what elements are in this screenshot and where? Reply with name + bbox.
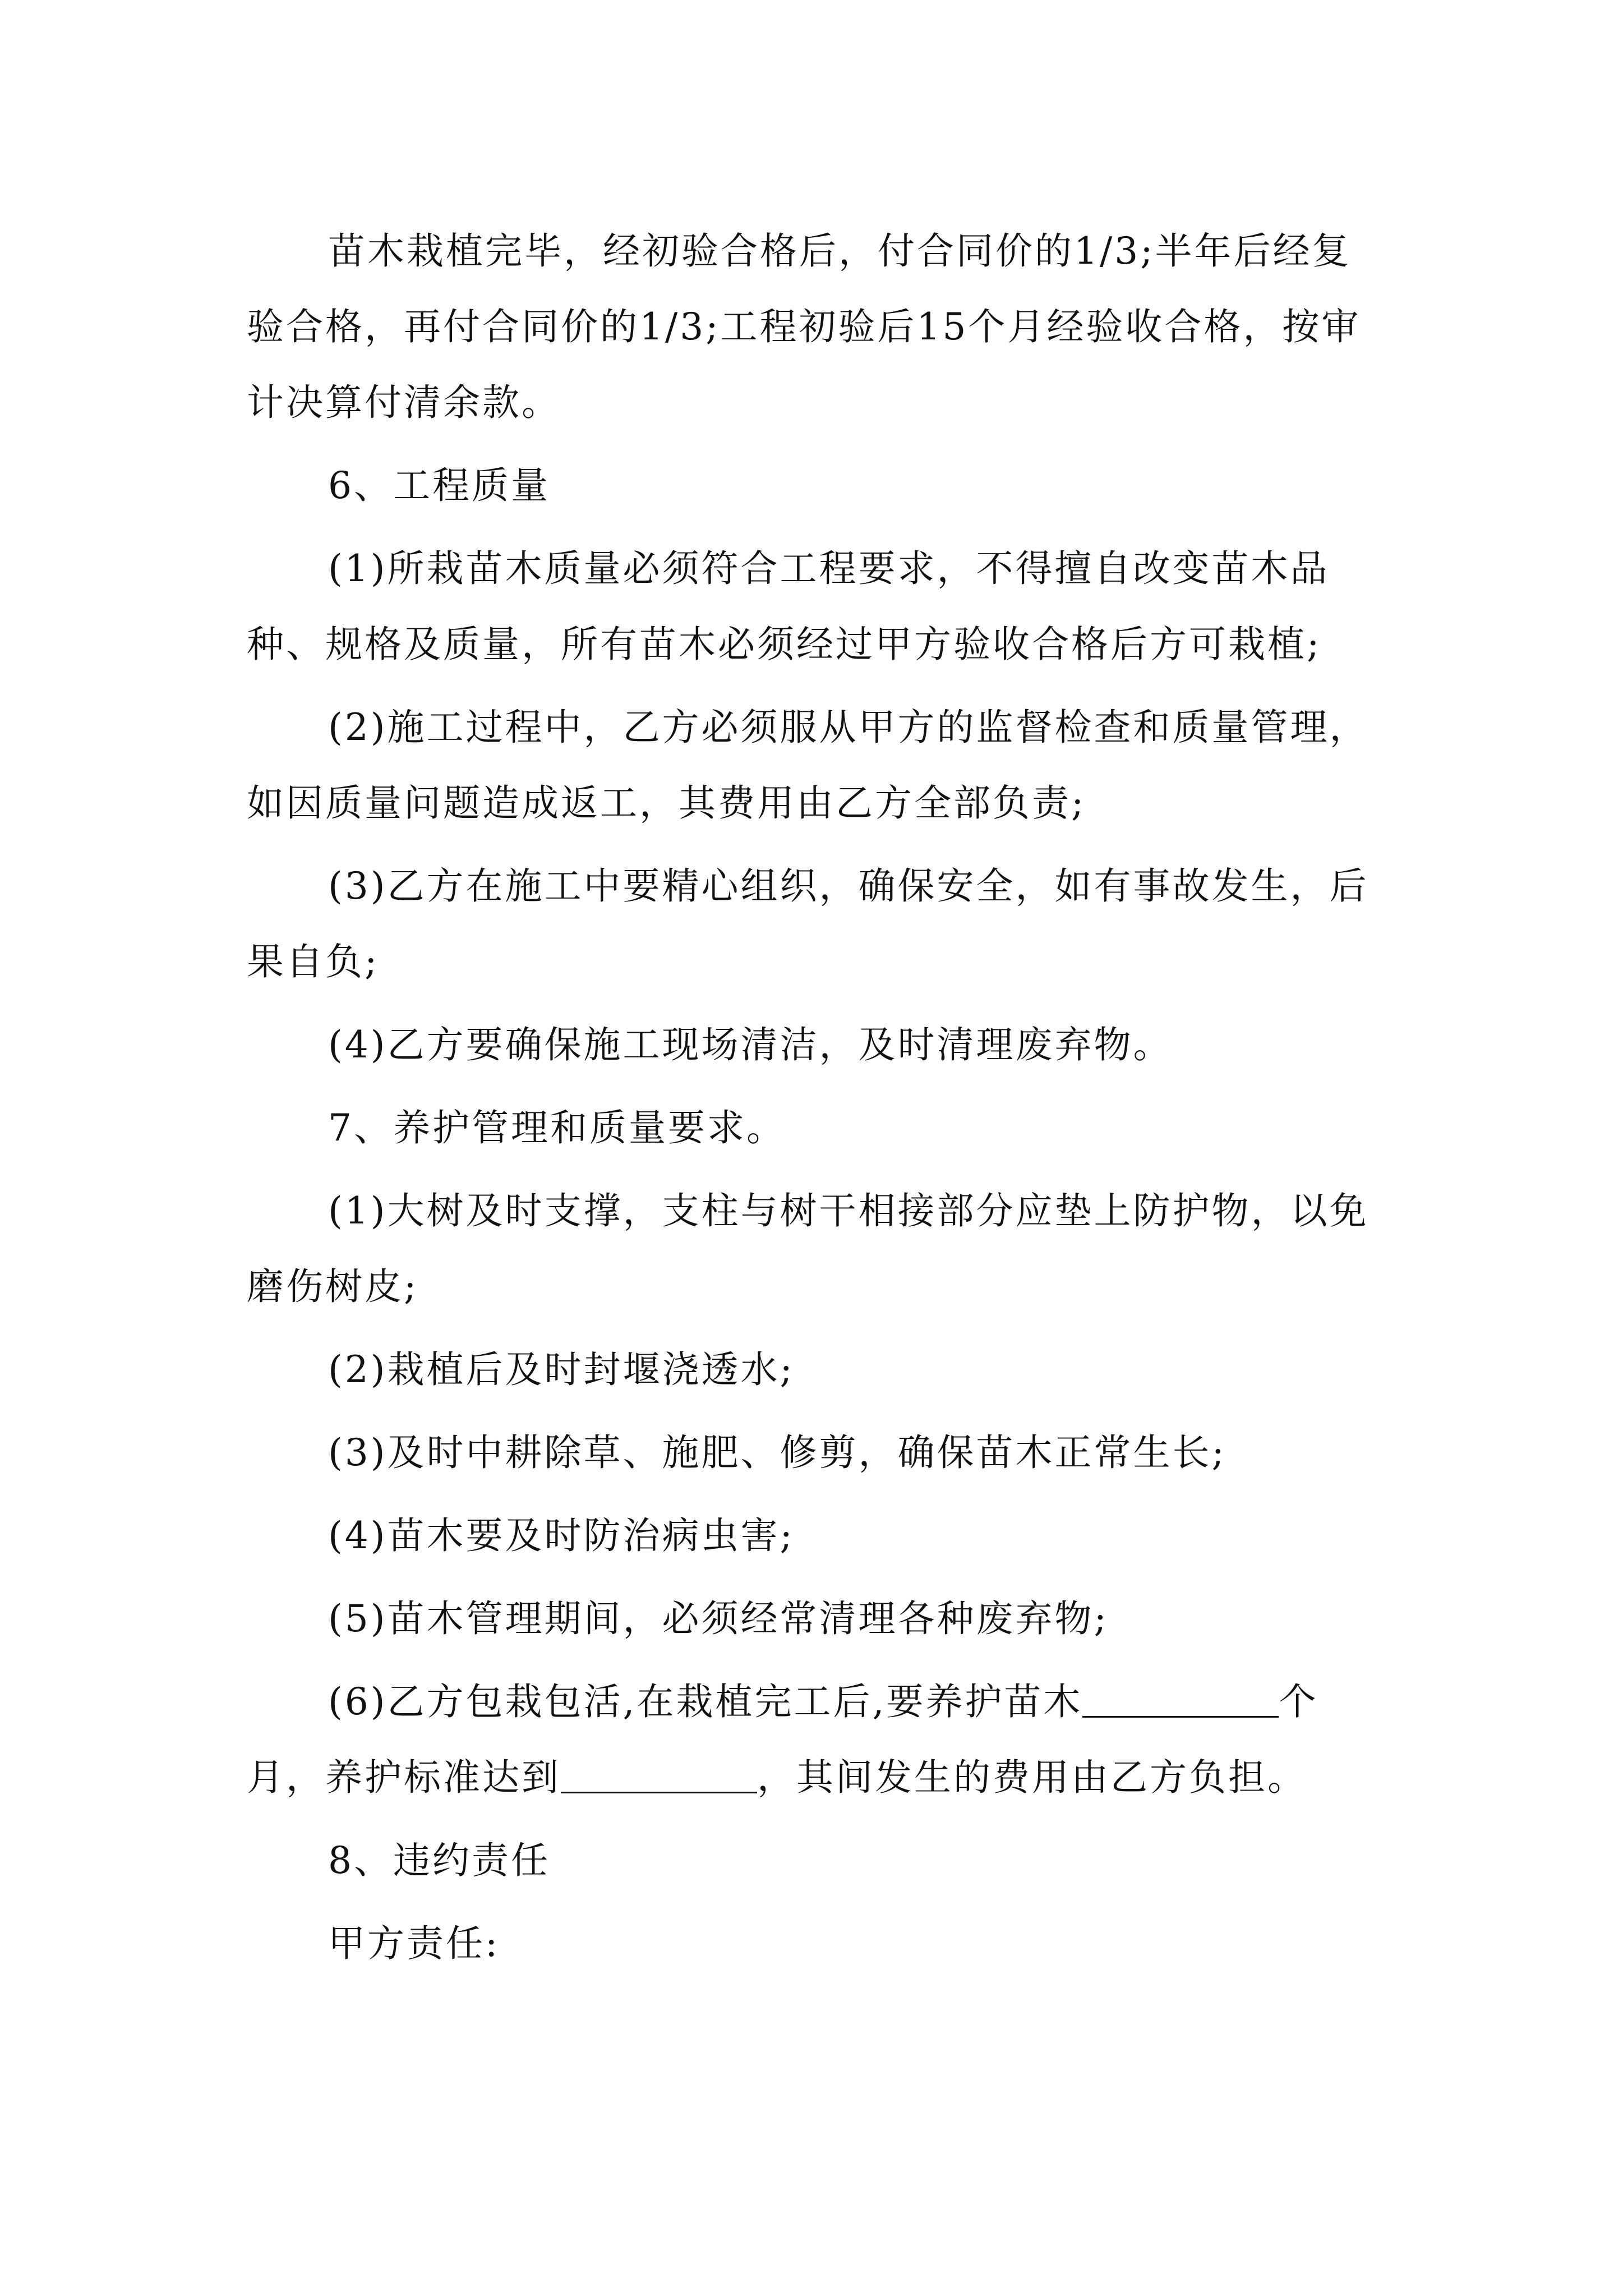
maintenance-item-6-part-2: 个月，养护标准达到: [247, 1680, 1318, 1799]
document-body: [247, 213, 1374, 1989]
quality-item-1: (1)所栽苗木质量必须符合工程要求，不得擅自改变苗木品种、规格及质量，所有苗木必须经过甲方验收合格后方可栽植;: [247, 547, 1330, 666]
maintenance-months-blank: [1082, 1676, 1279, 1718]
maintenance-item-3: (3)及时中耕除草、施肥、修剪，确保苗木正常生长;: [328, 1431, 1227, 1474]
quality-item-2: (2)施工过程中，乙方必须服从甲方的监督检查和质量管理，如因质量问题造成返工，其费用由乙方全部负责;: [247, 706, 1369, 825]
maintenance-standard-blank: [561, 1751, 757, 1793]
section-7-title: 7、养护管理和质量要求。: [328, 1106, 786, 1149]
maintenance-item-4: (4)苗木要及时防治病虫害;: [328, 1514, 795, 1557]
maintenance-item-6-part-3: ，其间发生的费用由乙方负担。: [757, 1756, 1307, 1799]
payment-terms-paragraph: 苗木栽植完毕，经初验合格后，付合同价的1/3;半年后经复验合格，再付合同价的1/3;工程初验后15个月经验收合格，按审计决算付清余款。: [247, 229, 1361, 424]
maintenance-item-6-part-1: (6)乙方包栽包活,在栽植完工后,要养护苗木: [328, 1680, 1083, 1723]
section-8-title: 8、违约责任: [328, 1839, 550, 1882]
maintenance-item-1: (1)大树及时支撑，支柱与树干相接部分应垫上防护物，以免磨伤树皮;: [247, 1189, 1369, 1308]
maintenance-item-6: [247, 1664, 1374, 1815]
maintenance-item-2: (2)栽植后及时封堰浇透水;: [328, 1348, 795, 1391]
quality-item-4: (4)乙方要确保施工现场清洁，及时清理废弃物。: [328, 1023, 1173, 1066]
party-a-responsibility-title: 甲方责任:: [328, 1922, 500, 1965]
maintenance-item-5: (5)苗木管理期间，必须经常清理各种废弃物;: [328, 1597, 1109, 1640]
section-6-title: 6、工程质量: [328, 464, 550, 507]
quality-item-3: (3)乙方在施工中要精心组织，确保安全，如有事故发生，后果自负;: [247, 864, 1369, 983]
